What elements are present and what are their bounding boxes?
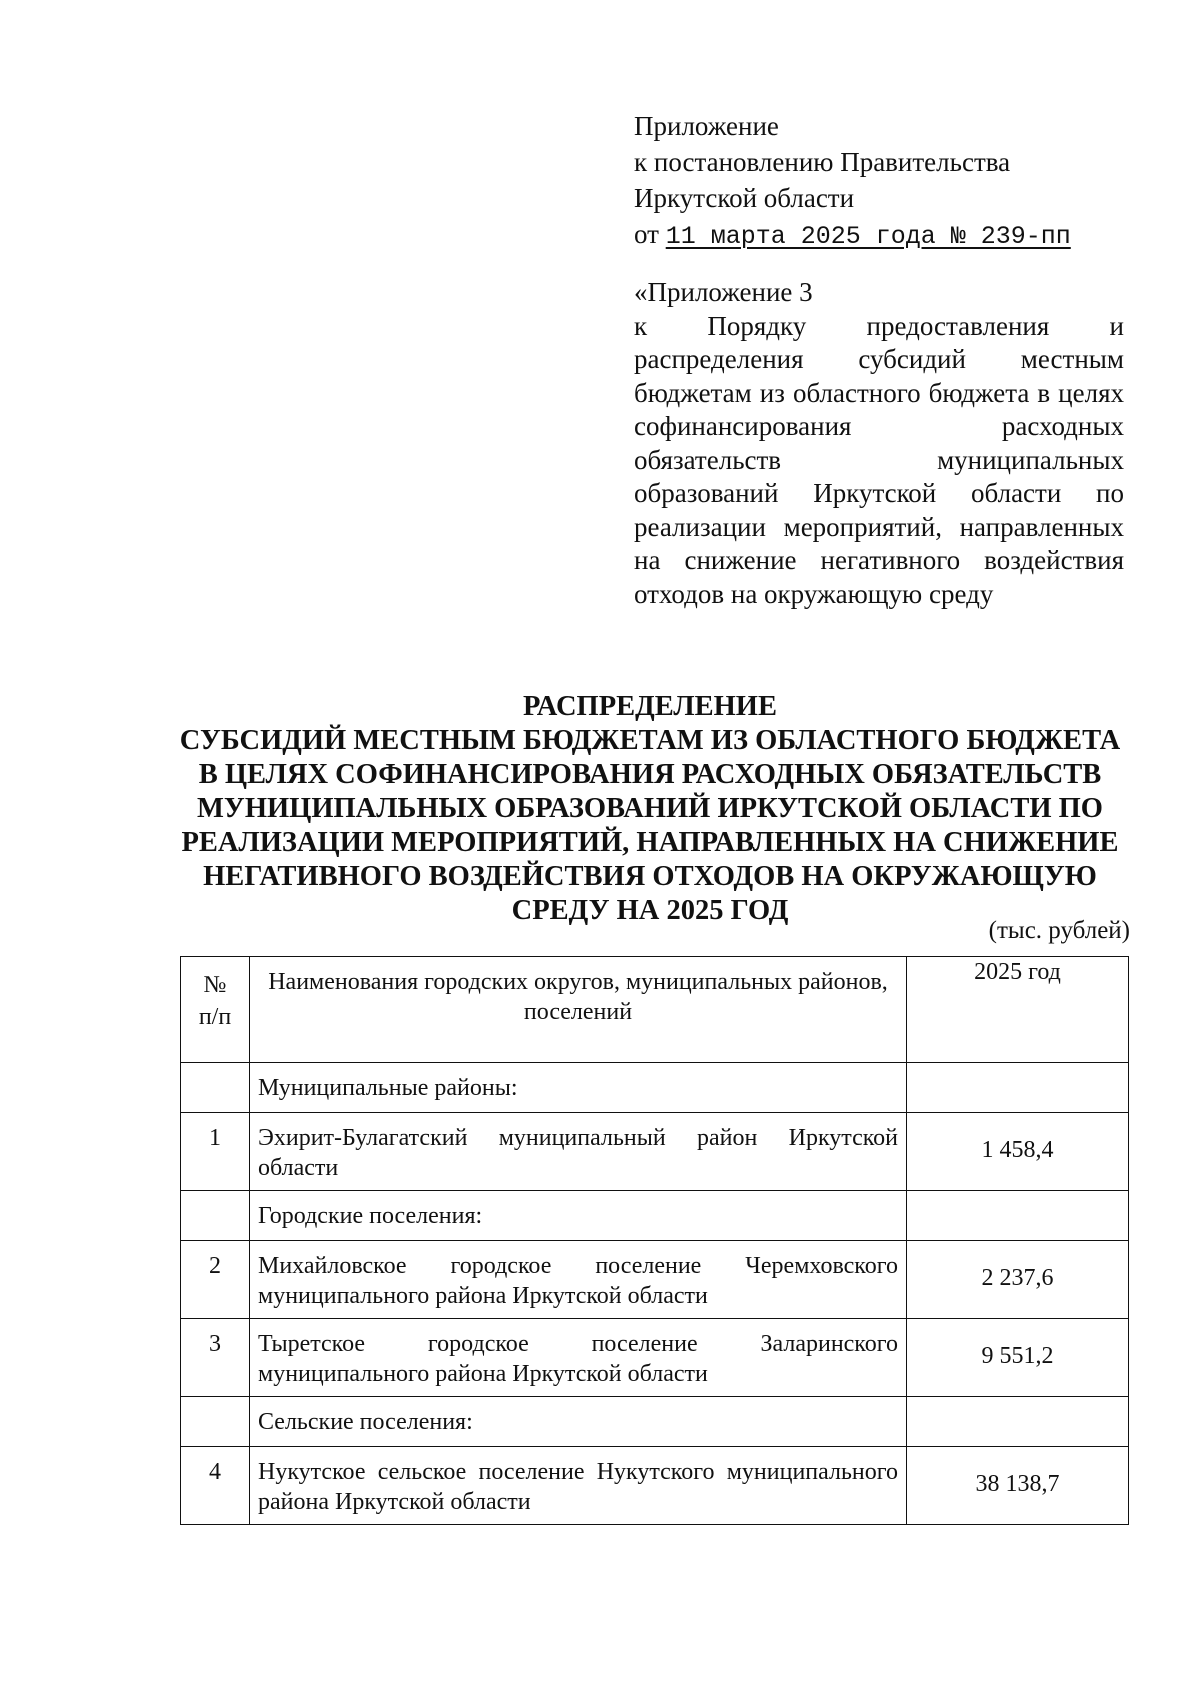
row-value: 38 138,7 <box>907 1447 1129 1525</box>
resolution-date-number: 11 марта 2025 года № 239-пп <box>665 222 1071 251</box>
header-name: Наименования городских округов, муниципальных районов, поселений <box>250 957 907 1063</box>
title-line: РАСПРЕДЕЛЕНИЕ <box>523 691 777 722</box>
group-label: Муниципальные районы: <box>250 1063 907 1113</box>
header-year: 2025 год <box>907 957 1129 1063</box>
document-title <box>160 690 1140 928</box>
header-number <box>181 957 250 1063</box>
title-line: В ЦЕЛЯХ СОФИНАНСИРОВАНИЯ РАСХОДНЫХ ОБЯЗАТЕЛЬСТВ <box>198 759 1102 790</box>
row-number: 1 <box>181 1113 250 1191</box>
date-prefix: от <box>634 219 659 249</box>
distribution-table <box>180 956 1129 1525</box>
appendix-reference <box>634 108 1124 255</box>
title-line: НЕГАТИВНОГО ВОЗДЕЙСТВИЯ ОТХОДОВ НА ОКРУЖАЮЩУЮ <box>203 861 1097 892</box>
appendix-date-line <box>634 216 1124 255</box>
row-name: Тыретское городское поселение Заларинского муниципального района Иркутской области <box>250 1319 907 1397</box>
row-value: 1 458,4 <box>907 1113 1129 1191</box>
group-label: Сельские поселения: <box>250 1397 907 1447</box>
title-line: СРЕДУ НА 2025 ГОД <box>511 895 789 926</box>
row-value: 9 551,2 <box>907 1319 1129 1397</box>
title-line: СУБСИДИЙ МЕСТНЫМ БЮДЖЕТАМ ИЗ ОБЛАСТНОГО БЮДЖЕТА <box>179 725 1121 756</box>
group-label: Городские поселения: <box>250 1191 907 1241</box>
row-number: 2 <box>181 1241 250 1319</box>
table-row <box>181 1241 1129 1319</box>
units-note: (тыс. рублей) <box>988 917 1130 944</box>
table-row <box>181 1113 1129 1191</box>
table-group-row <box>181 1063 1129 1113</box>
table-row <box>181 1319 1129 1397</box>
appendix-3-block <box>634 276 1124 611</box>
header-number-abbr: п/п <box>198 1004 232 1030</box>
row-value: 2 237,6 <box>907 1241 1129 1319</box>
table-group-row <box>181 1191 1129 1241</box>
appendix-3-heading: «Приложение 3 <box>634 277 813 307</box>
title-line: РЕАЛИЗАЦИИ МЕРОПРИЯТИЙ, НАПРАВЛЕННЫХ НА СНИЖЕНИЕ <box>181 827 1119 858</box>
row-name: Михайловское городское поселение Черемховского муниципального района Иркутской области <box>250 1241 907 1319</box>
appendix-3-text: к Порядку предоставления и распределения субсидий местным бюджетам из областного бюджета в целях софинансирования расходных обязательств муниципальных образований Иркутской области по реализации мероприятий, направленных на снижение негативного воздействия отходов на окружающую среду <box>634 310 1124 609</box>
appendix-region: Иркутской области <box>634 183 855 213</box>
table-row <box>181 1447 1129 1525</box>
title-line: МУНИЦИПАЛЬНЫХ ОБРАЗОВАНИЙ ИРКУТСКОЙ ОБЛАСТИ ПО <box>197 793 1103 824</box>
row-number: 4 <box>181 1447 250 1525</box>
table-group-row <box>181 1397 1129 1447</box>
appendix-resolution: к постановлению Правительства <box>634 147 1011 177</box>
row-name: Эхирит-Булагатский муниципальный район Иркутской области <box>250 1113 907 1191</box>
row-name: Нукутское сельское поселение Нукутского муниципального района Иркутской области <box>250 1447 907 1525</box>
appendix-label: Приложение <box>634 111 779 141</box>
header-number-sign: № <box>203 972 227 998</box>
row-number: 3 <box>181 1319 250 1397</box>
table-header-row <box>181 957 1129 1063</box>
